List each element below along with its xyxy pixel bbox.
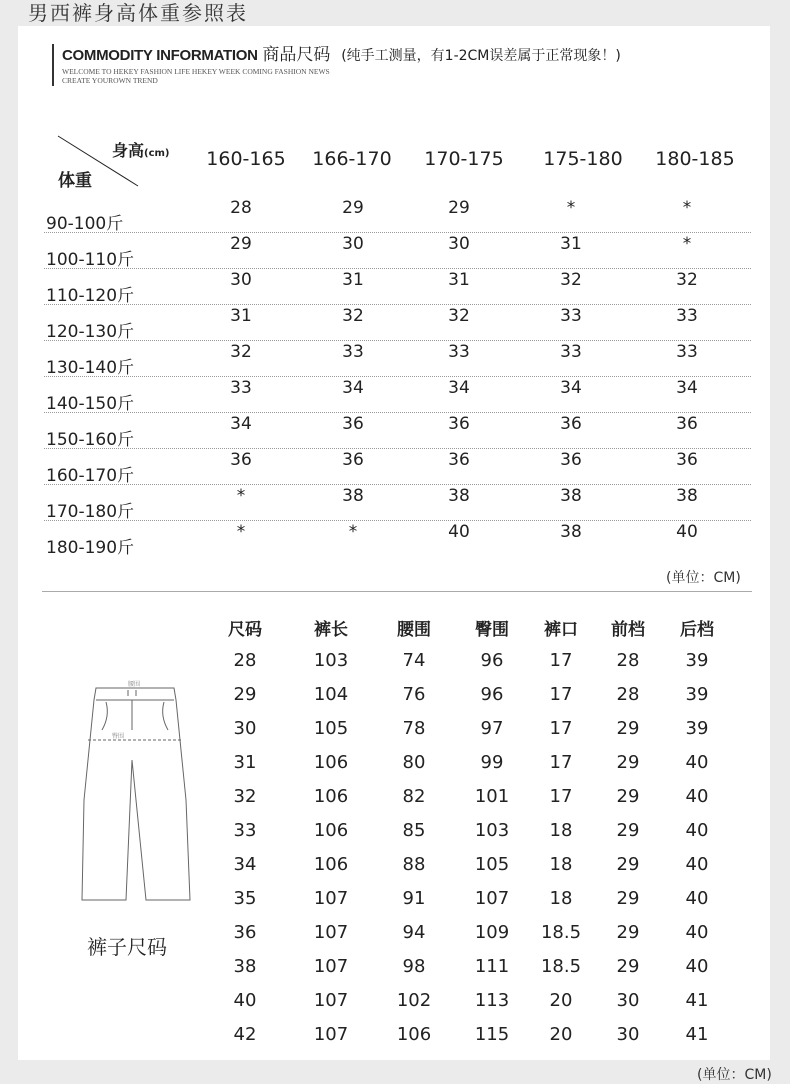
detail-cell: 30 bbox=[616, 1024, 640, 1045]
detail-cell: 98 bbox=[402, 956, 426, 977]
detail-cell: 32 bbox=[233, 786, 257, 807]
size-cell: 33 bbox=[560, 306, 582, 326]
table-row bbox=[44, 376, 751, 413]
height-range-1: 160-165 bbox=[206, 148, 286, 170]
size-cell: 38 bbox=[676, 486, 698, 506]
detail-cell: 113 bbox=[474, 990, 510, 1011]
weight-range-label: 130-140斤 bbox=[46, 358, 135, 378]
detail-cell: 41 bbox=[685, 1024, 709, 1045]
detail-header-6: 前档 bbox=[611, 620, 645, 640]
detail-cell: 96 bbox=[480, 650, 504, 671]
unit-label-bottom: (单位：CM) bbox=[697, 1067, 772, 1083]
detail-cell: 105 bbox=[474, 854, 510, 875]
size-cell: * bbox=[348, 522, 358, 542]
size-cell: 33 bbox=[560, 342, 582, 362]
detail-cell: 39 bbox=[685, 684, 709, 705]
pants-waist-label: 腰围 bbox=[128, 681, 141, 688]
info-brand: COMMODITY INFORMATION bbox=[62, 47, 258, 64]
detail-cell: 29 bbox=[616, 922, 640, 943]
detail-cell: 97 bbox=[480, 718, 504, 739]
detail-cell: 40 bbox=[685, 888, 709, 909]
detail-cell: 40 bbox=[685, 820, 709, 841]
size-cell: 36 bbox=[560, 414, 582, 434]
table-row bbox=[44, 340, 751, 377]
detail-cell: 39 bbox=[685, 650, 709, 671]
detail-cell: 106 bbox=[313, 820, 349, 841]
info-sub-line-2: CREATE YOUROWN TREND bbox=[62, 76, 158, 85]
detail-cell: 80 bbox=[402, 752, 426, 773]
size-cell: 33 bbox=[676, 342, 698, 362]
detail-cell: 99 bbox=[480, 752, 504, 773]
size-cell: * bbox=[682, 198, 692, 218]
detail-cell: 29 bbox=[233, 684, 257, 705]
unit-label-top: (单位：CM) bbox=[666, 570, 741, 586]
detail-cell: 18.5 bbox=[540, 956, 582, 977]
detail-cell: 17 bbox=[549, 718, 573, 739]
detail-cell: 17 bbox=[549, 786, 573, 807]
size-cell: 31 bbox=[560, 234, 582, 254]
weight-range-label: 120-130斤 bbox=[46, 322, 135, 342]
detail-cell: 96 bbox=[480, 684, 504, 705]
table-row bbox=[44, 484, 751, 521]
commodity-info-header bbox=[52, 44, 621, 86]
size-cell: 38 bbox=[448, 486, 470, 506]
detail-cell: 29 bbox=[616, 956, 640, 977]
detail-cell: 31 bbox=[233, 752, 257, 773]
detail-cell: 34 bbox=[233, 854, 257, 875]
detail-cell: 107 bbox=[313, 922, 349, 943]
size-cell: 36 bbox=[676, 450, 698, 470]
detail-cell: 82 bbox=[402, 786, 426, 807]
detail-cell: 101 bbox=[474, 786, 510, 807]
weight-range-label: 140-150斤 bbox=[46, 394, 135, 414]
weight-range-label: 150-160斤 bbox=[46, 430, 135, 450]
detail-cell: 102 bbox=[396, 990, 432, 1011]
page-title: 男西裤身高体重参照表 bbox=[28, 1, 248, 25]
size-cell: 31 bbox=[448, 270, 470, 290]
size-cell: 34 bbox=[560, 378, 582, 398]
corner-height-unit: (cm) bbox=[144, 148, 170, 159]
size-cell: * bbox=[566, 198, 576, 218]
weight-range-label: 90-100斤 bbox=[46, 214, 124, 234]
size-cell: 28 bbox=[230, 198, 252, 218]
weight-range-label: 160-170斤 bbox=[46, 466, 135, 486]
detail-cell: 29 bbox=[616, 718, 640, 739]
detail-cell: 20 bbox=[549, 990, 573, 1011]
table-row bbox=[44, 196, 751, 233]
height-range-3: 170-175 bbox=[424, 148, 504, 170]
detail-cell: 40 bbox=[685, 922, 709, 943]
size-cell: 29 bbox=[342, 198, 364, 218]
section-divider bbox=[42, 591, 752, 592]
detail-cell: 74 bbox=[402, 650, 426, 671]
detail-cell: 17 bbox=[549, 752, 573, 773]
table-row bbox=[44, 448, 751, 485]
size-cell: 38 bbox=[560, 522, 582, 542]
height-range-2: 166-170 bbox=[312, 148, 392, 170]
detail-cell: 28 bbox=[233, 650, 257, 671]
detail-cell: 106 bbox=[313, 854, 349, 875]
detail-cell: 107 bbox=[313, 1024, 349, 1045]
detail-cell: 29 bbox=[616, 820, 640, 841]
weight-range-label: 100-110斤 bbox=[46, 250, 135, 270]
detail-cell: 35 bbox=[233, 888, 257, 909]
size-cell: 30 bbox=[448, 234, 470, 254]
size-cell: 34 bbox=[230, 414, 252, 434]
table-row bbox=[44, 520, 751, 556]
weight-range-label: 110-120斤 bbox=[46, 286, 135, 306]
detail-cell: 107 bbox=[474, 888, 510, 909]
weight-range-label: 170-180斤 bbox=[46, 502, 135, 522]
size-cell: 30 bbox=[230, 270, 252, 290]
size-cell: 32 bbox=[342, 306, 364, 326]
size-cell: 36 bbox=[676, 414, 698, 434]
detail-header-7: 后档 bbox=[680, 620, 714, 640]
height-range-4: 175-180 bbox=[543, 148, 623, 170]
detail-cell: 29 bbox=[616, 752, 640, 773]
table-row bbox=[44, 268, 751, 305]
detail-cell: 107 bbox=[313, 990, 349, 1011]
detail-cell: 40 bbox=[685, 956, 709, 977]
pants-diagram bbox=[66, 680, 196, 910]
detail-cell: 33 bbox=[233, 820, 257, 841]
detail-cell: 103 bbox=[313, 650, 349, 671]
detail-cell: 29 bbox=[616, 888, 640, 909]
size-cell: 33 bbox=[342, 342, 364, 362]
size-cell: 29 bbox=[230, 234, 252, 254]
size-cell: 36 bbox=[230, 450, 252, 470]
corner-height-label bbox=[112, 138, 170, 161]
size-cell: 40 bbox=[448, 522, 470, 542]
detail-cell: 109 bbox=[474, 922, 510, 943]
size-cell: 31 bbox=[342, 270, 364, 290]
size-cell: 33 bbox=[448, 342, 470, 362]
size-cell: 40 bbox=[676, 522, 698, 542]
size-cell: 32 bbox=[230, 342, 252, 362]
detail-cell: 38 bbox=[233, 956, 257, 977]
table-row bbox=[44, 304, 751, 341]
detail-cell: 106 bbox=[313, 752, 349, 773]
detail-cell: 36 bbox=[233, 922, 257, 943]
size-cell: 38 bbox=[560, 486, 582, 506]
detail-cell: 88 bbox=[402, 854, 426, 875]
detail-header-5: 裤口 bbox=[544, 620, 578, 640]
corner-height-text: 身高 bbox=[112, 141, 145, 160]
size-cell: 34 bbox=[676, 378, 698, 398]
size-cell: 36 bbox=[342, 414, 364, 434]
detail-cell: 85 bbox=[402, 820, 426, 841]
pants-hip-label: 臀围 bbox=[112, 733, 125, 740]
table-row bbox=[44, 412, 751, 449]
size-cell: 29 bbox=[448, 198, 470, 218]
detail-cell: 41 bbox=[685, 990, 709, 1011]
detail-cell: 104 bbox=[313, 684, 349, 705]
size-cell: 33 bbox=[230, 378, 252, 398]
detail-header-2: 裤长 bbox=[314, 620, 348, 640]
detail-cell: 111 bbox=[474, 956, 510, 977]
size-cell: 30 bbox=[342, 234, 364, 254]
detail-cell: 20 bbox=[549, 1024, 573, 1045]
detail-cell: 39 bbox=[685, 718, 709, 739]
size-cell: 33 bbox=[676, 306, 698, 326]
size-cell: 32 bbox=[560, 270, 582, 290]
detail-cell: 28 bbox=[616, 684, 640, 705]
detail-cell: 30 bbox=[616, 990, 640, 1011]
detail-cell: 106 bbox=[313, 786, 349, 807]
info-label: 商品尺码 bbox=[262, 45, 331, 65]
pants-caption: 裤子尺码 bbox=[87, 935, 167, 959]
size-cell: * bbox=[236, 486, 246, 506]
detail-cell: 18 bbox=[549, 820, 573, 841]
detail-cell: 107 bbox=[313, 956, 349, 977]
size-cell: 36 bbox=[342, 450, 364, 470]
size-cell: 34 bbox=[342, 378, 364, 398]
detail-cell: 78 bbox=[402, 718, 426, 739]
size-cell: 34 bbox=[448, 378, 470, 398]
detail-cell: 17 bbox=[549, 650, 573, 671]
detail-cell: 106 bbox=[396, 1024, 432, 1045]
size-cell: 32 bbox=[676, 270, 698, 290]
detail-cell: 107 bbox=[313, 888, 349, 909]
detail-cell: 29 bbox=[616, 786, 640, 807]
detail-cell: 29 bbox=[616, 854, 640, 875]
detail-cell: 17 bbox=[549, 684, 573, 705]
size-cell: * bbox=[236, 522, 246, 542]
table-row bbox=[44, 232, 751, 269]
size-cell: 36 bbox=[448, 450, 470, 470]
detail-cell: 94 bbox=[402, 922, 426, 943]
detail-cell: 40 bbox=[685, 752, 709, 773]
detail-cell: 40 bbox=[685, 854, 709, 875]
table-corner-header bbox=[52, 130, 170, 191]
info-sub-line-1: WELCOME TO HEKEY FASHION LIFE HEKEY WEEK COMING FASHION NEWS bbox=[62, 67, 330, 76]
detail-cell: 18 bbox=[549, 888, 573, 909]
detail-cell: 76 bbox=[402, 684, 426, 705]
height-range-5: 180-185 bbox=[655, 148, 735, 170]
detail-header-3: 腰围 bbox=[397, 620, 431, 640]
weight-range-label: 180-190斤 bbox=[46, 538, 135, 558]
detail-header-4: 臀围 bbox=[475, 620, 509, 640]
detail-cell: 42 bbox=[233, 1024, 257, 1045]
detail-cell: 30 bbox=[233, 718, 257, 739]
detail-cell: 103 bbox=[474, 820, 510, 841]
info-note: (纯手工测量，有1-2CM误差属于正常现象！) bbox=[341, 48, 621, 64]
detail-cell: 18.5 bbox=[540, 922, 582, 943]
size-cell: 38 bbox=[342, 486, 364, 506]
size-cell: 31 bbox=[230, 306, 252, 326]
detail-cell: 40 bbox=[685, 786, 709, 807]
detail-cell: 115 bbox=[474, 1024, 510, 1045]
detail-header-1: 尺码 bbox=[228, 620, 262, 640]
corner-weight-label: 体重 bbox=[58, 171, 92, 191]
size-cell: 32 bbox=[448, 306, 470, 326]
detail-cell: 40 bbox=[233, 990, 257, 1011]
size-cell: 36 bbox=[560, 450, 582, 470]
detail-cell: 28 bbox=[616, 650, 640, 671]
size-cell: 36 bbox=[448, 414, 470, 434]
detail-cell: 105 bbox=[313, 718, 349, 739]
size-cell: * bbox=[682, 234, 692, 254]
detail-cell: 91 bbox=[402, 888, 426, 909]
detail-cell: 18 bbox=[549, 854, 573, 875]
